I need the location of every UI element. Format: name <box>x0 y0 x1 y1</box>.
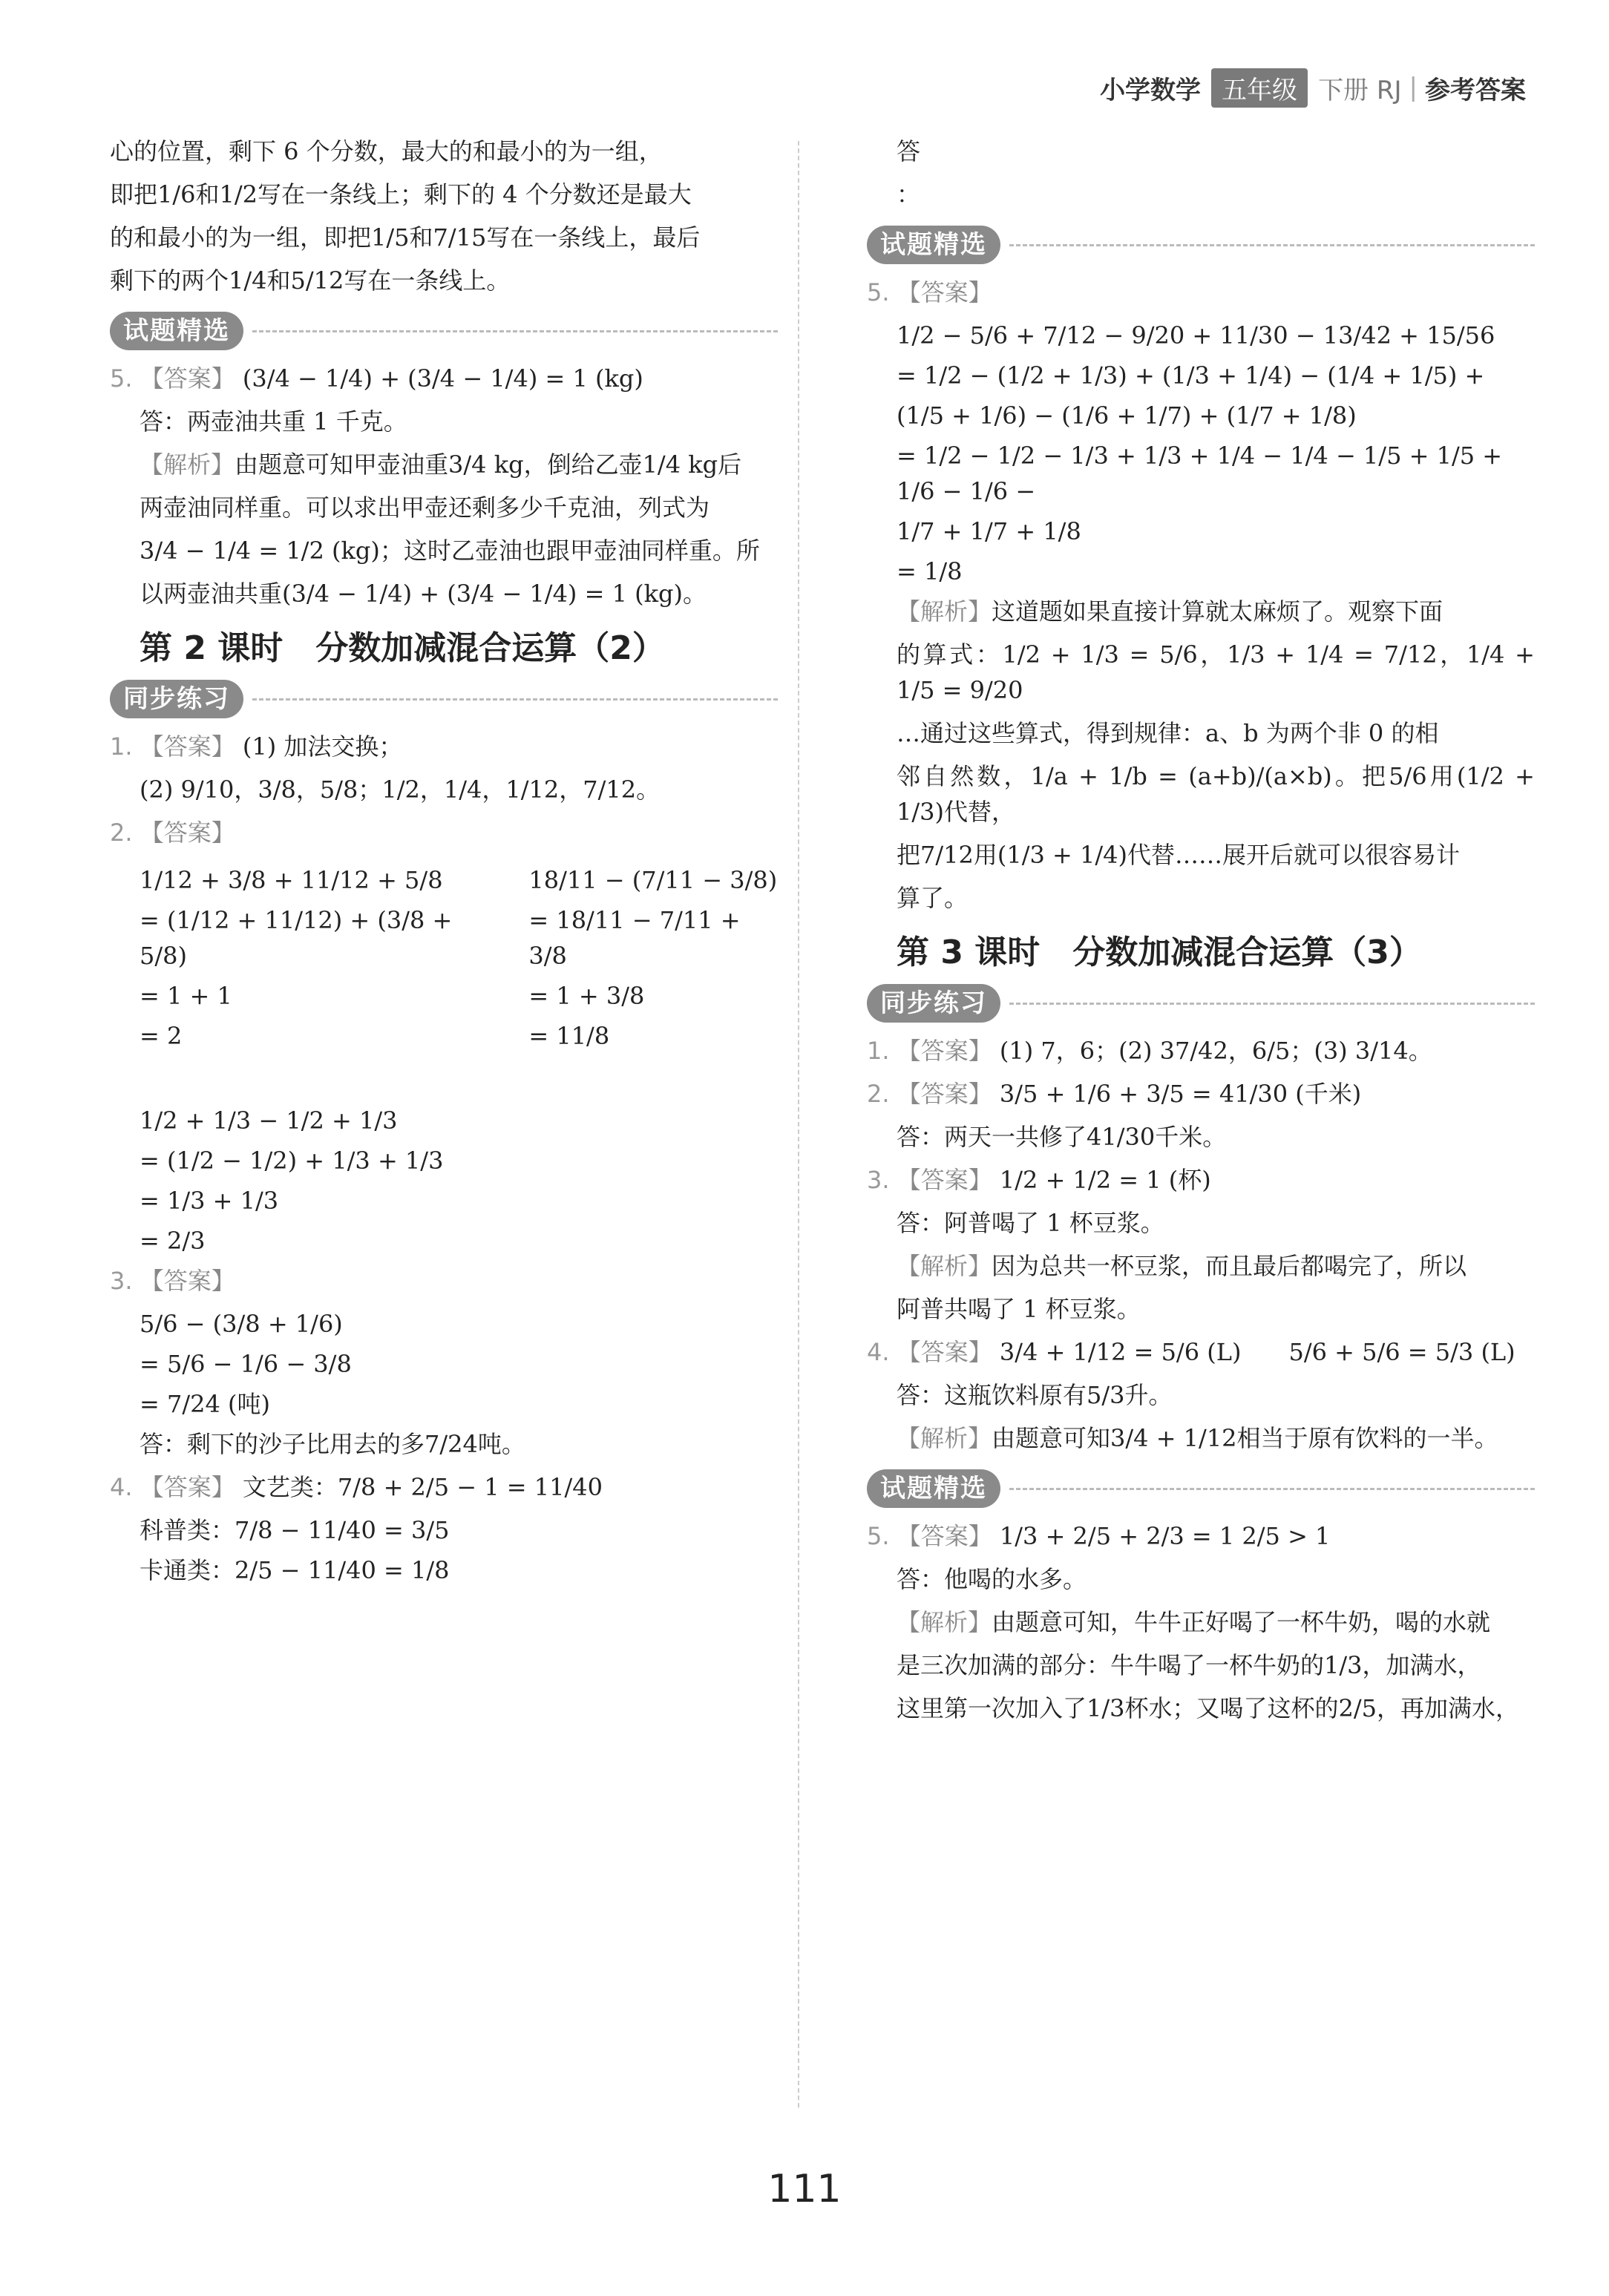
section-title: 试题精选 <box>867 226 1000 264</box>
answer-tag: 【答案】 <box>140 1267 235 1295</box>
answer-text: 答：这瓶饮料原有5/3升。 <box>897 1381 1173 1409</box>
answer-tag: 【答案】 <box>897 1166 992 1194</box>
question-number: 3. <box>110 1267 133 1295</box>
calc-block <box>499 858 778 1058</box>
calc-step: 科普类：7/8 − 11/40 = 3/5 <box>140 1516 450 1544</box>
analysis-tag: 【解析】 <box>897 1252 992 1280</box>
section-header <box>867 1469 1535 1508</box>
calc-step: 5/6 − (3/8 + 1/6) <box>140 1310 343 1338</box>
answer-text: 答：阿普喝了 1 杯豆浆。 <box>897 1209 1164 1237</box>
calc-step: = 1/2 − 1/2 − 1/3 + 1/3 + 1/4 − 1/4 − 1/5 + 1/5 + 1/6 − 1/6 − <box>897 442 1503 505</box>
section-header <box>110 680 778 718</box>
analysis-tag: 【解析】 <box>897 1424 992 1452</box>
question-number: 1. <box>110 732 133 761</box>
intro-line: 即把1/6和1/2写在一条线上；剩下的 4 个分数还是最大 <box>110 180 692 209</box>
calc-step: 18/11 − (7/11 − 3/8) <box>528 866 778 894</box>
section-rule <box>252 330 778 332</box>
intro-line: 的和最小的为一组，即把1/5和7/15写在一条线上，最后 <box>110 223 701 252</box>
answer-tag: 【答案】 <box>140 364 235 393</box>
section-header <box>867 984 1535 1023</box>
section-title: 同步练习 <box>867 984 1000 1023</box>
question-3 <box>110 1263 778 1299</box>
answer-tag: 【答案】 <box>897 1522 992 1550</box>
header-grade-badge: 五年级 <box>1211 68 1308 108</box>
intro-line: 心的位置，剩下 6 个分数，最大的和最小的为一组， <box>110 137 663 165</box>
answer-text: 答：两天一共修了41/30千米。 <box>897 1123 1227 1151</box>
analysis-text: 由题意可知甲壶油重3/4 kg，倒给乙壶1/4 kg后 <box>235 450 742 479</box>
calc-step: = (1/2 − 1/2) + 1/3 + 1/3 <box>140 1147 444 1175</box>
section-rule <box>1009 1488 1535 1490</box>
calc-pair <box>110 858 778 1058</box>
analysis-line <box>867 1248 1535 1284</box>
section-title: 试题精选 <box>867 1469 1000 1508</box>
intro-line: 剩下的两个1/4和5/12写在一条线上。 <box>110 266 511 295</box>
question-5 <box>867 1518 1535 1554</box>
analysis-line: 这里第一次加入了1/3杯水；又喝了这杯的2/5，再加满水， <box>897 1694 1520 1722</box>
question-4 <box>867 1334 1535 1370</box>
answer-text: 答 <box>897 137 921 165</box>
analysis-line: 3/4 − 1/4 = 1/2 (kg)；这时乙壶油也跟甲壶油同样重。所 <box>140 537 760 565</box>
answer-tag: 【答案】 <box>897 1338 992 1366</box>
question-number: 1. <box>867 1037 890 1065</box>
calc-step: 1/12 + 3/8 + 11/12 + 5/8 <box>140 866 443 894</box>
analysis-line: 把7/12用(1/3 + 1/4)代替……展开后就可以很容易计 <box>897 841 1460 869</box>
question-5 <box>867 275 1535 310</box>
calc-step: = (1/12 + 11/12) + (3/8 + 5/8) <box>140 906 453 970</box>
right-column <box>867 134 1535 1734</box>
question-number: 5. <box>110 364 133 393</box>
answer-tag: 【答案】 <box>897 1080 992 1108</box>
analysis-text: 因为总共一杯豆浆，而且最后都喝完了，所以 <box>992 1252 1467 1280</box>
section-title: 试题精选 <box>110 312 243 350</box>
calc-step: = 7/24 (吨) <box>140 1390 270 1418</box>
page-number: 111 <box>767 2167 842 2211</box>
analysis-line: …通过这些算式，得到规律：a、b 为两个非 0 的相 <box>897 719 1439 747</box>
formula: (3/4 − 1/4) + (3/4 − 1/4) = 1 (kg) <box>242 364 643 393</box>
analysis-text: 这道题如果直接计算就太麻烦了。观察下面 <box>992 597 1443 626</box>
answer-text: (1) 7，6；(2) 37/42，6/5；(3) 3/14。 <box>999 1037 1432 1065</box>
analysis-line: 两壶油同样重。可以求出甲壶还剩多少千克油，列式为 <box>140 493 710 522</box>
calc-step: (1/5 + 1/6) − (1/6 + 1/7) + (1/7 + 1/8) <box>897 401 1357 430</box>
section-rule <box>252 698 778 701</box>
header-volume: 下册 RJ <box>1318 75 1402 105</box>
analysis-tag: 【解析】 <box>140 450 235 479</box>
header-separator: | <box>1409 73 1418 102</box>
analysis-line: 以两壶油共重(3/4 − 1/4) + (3/4 − 1/4) = 1 (kg)。 <box>140 580 707 608</box>
column-divider <box>798 141 799 2108</box>
question-number: 2. <box>110 819 133 847</box>
formula: 1/3 + 2/5 + 2/3 = 1 2/5 > 1 <box>999 1522 1331 1550</box>
section-header <box>110 312 778 350</box>
calc-step: = 1 + 1 <box>140 982 232 1010</box>
question-number: 4. <box>867 1338 890 1366</box>
question-2 <box>867 1076 1535 1112</box>
question-number: 3. <box>867 1166 890 1194</box>
question-number: 5. <box>867 278 890 306</box>
analysis-line: 是三次加满的部分：牛牛喝了一杯牛奶的1/3，加满水， <box>897 1651 1481 1679</box>
analysis-line: 邻自然数，1/a + 1/b = (a+b)/(a×b)。把5/6用(1/2 + 1/3)代替， <box>897 762 1535 826</box>
section-title: 同步练习 <box>110 680 243 718</box>
answer-tag: 【答案】 <box>140 732 235 761</box>
question-4 <box>110 1469 778 1505</box>
answer-tag: 【答案】 <box>897 278 992 306</box>
answer-tag: 【答案】 <box>140 1473 235 1501</box>
analysis-line: 算了。 <box>897 884 969 912</box>
analysis-text: 由题意可知，牛牛正好喝了一杯牛奶，喝的水就 <box>992 1608 1491 1636</box>
calc-step: 1/2 − 5/6 + 7/12 − 9/20 + 11/30 − 13/42 + 15/56 <box>897 321 1495 350</box>
calc-block <box>110 1103 778 1259</box>
analysis-tag: 【解析】 <box>897 1608 992 1636</box>
answer-text: 答：两壶油共重 1 千克。 <box>140 407 407 436</box>
answer-text: ： <box>897 180 921 209</box>
section-rule <box>1009 244 1535 246</box>
page-header <box>1100 65 1526 110</box>
section-header <box>867 226 1535 264</box>
calc-step: 1/2 + 1/3 − 1/2 + 1/3 <box>140 1106 398 1135</box>
question-number: 4. <box>110 1473 133 1501</box>
analysis-line: 的算式：1/2 + 1/3 = 5/6，1/3 + 1/4 = 7/12，1/4 + 1/5 = 9/20 <box>897 640 1535 704</box>
calc-step: = 1/8 <box>897 557 963 586</box>
analysis-line <box>867 1420 1535 1456</box>
calc-step: = 1 + 3/8 <box>528 982 645 1010</box>
question-1 <box>110 729 778 764</box>
answer-tag: 【答案】 <box>140 819 235 847</box>
analysis-tag: 【解析】 <box>897 597 992 626</box>
formula: 3/5 + 1/6 + 3/5 = 41/30 (千米) <box>999 1080 1362 1108</box>
header-section: 参考答案 <box>1425 75 1526 105</box>
answer-text: 答：剩下的沙子比用去的多7/24吨。 <box>140 1430 525 1458</box>
calc-step: = 2/3 <box>140 1227 206 1255</box>
header-subject: 小学数学 <box>1100 75 1202 105</box>
question-2 <box>110 815 778 850</box>
answer-tag: 【答案】 <box>897 1037 992 1065</box>
answer-text: (1) 加法交换； <box>242 732 403 761</box>
calc-block <box>110 858 499 1058</box>
calc-step: 1/7 + 1/7 + 1/8 <box>897 517 1081 545</box>
analysis-line <box>867 1604 1535 1640</box>
question-number: 5. <box>867 1522 890 1550</box>
question-number: 2. <box>867 1080 890 1108</box>
calc-step: 卡通类：2/5 − 11/40 = 1/8 <box>140 1556 450 1584</box>
answer-text: (2) 9/10，3/8，5/8；1/2，1/4，1/12，7/12。 <box>140 775 661 804</box>
lesson-title: 第 3 课时 分数加减混合运算（3） <box>897 934 1422 971</box>
calc-step: = 11/8 <box>528 1022 610 1050</box>
question-3 <box>867 1162 1535 1198</box>
analysis-line: 阿普共喝了 1 杯豆浆。 <box>897 1295 1141 1323</box>
analysis-line <box>110 447 778 482</box>
calc-step: = 1/2 − (1/2 + 1/3) + (1/3 + 1/4) − (1/4 + 1/5) + <box>897 361 1485 390</box>
calc-step: = 2 <box>140 1022 183 1050</box>
question-5 <box>110 361 778 396</box>
question-1 <box>867 1033 1535 1069</box>
lesson-title: 第 2 课时 分数加减混合运算（2） <box>140 629 665 667</box>
calc-step: = 5/6 − 1/6 − 3/8 <box>140 1350 352 1378</box>
formula: 1/2 + 1/2 = 1 (杯) <box>999 1166 1211 1194</box>
calc-step: = 18/11 − 7/11 + 3/8 <box>528 906 741 970</box>
section-rule <box>1009 1003 1535 1005</box>
analysis-line <box>867 594 1535 629</box>
calc-step: 文艺类：7/8 + 2/5 − 1 = 11/40 <box>242 1473 603 1501</box>
analysis-text: 由题意可知3/4 + 1/12相当于原有饮料的一半。 <box>992 1424 1498 1452</box>
answer-text: 答：他喝的水多。 <box>897 1565 1087 1593</box>
formula: 3/4 + 1/12 = 5/6 (L) 5/6 + 5/6 = 5/3 (L) <box>999 1338 1515 1366</box>
calc-step: = 1/3 + 1/3 <box>140 1187 279 1215</box>
left-column <box>110 134 778 1593</box>
